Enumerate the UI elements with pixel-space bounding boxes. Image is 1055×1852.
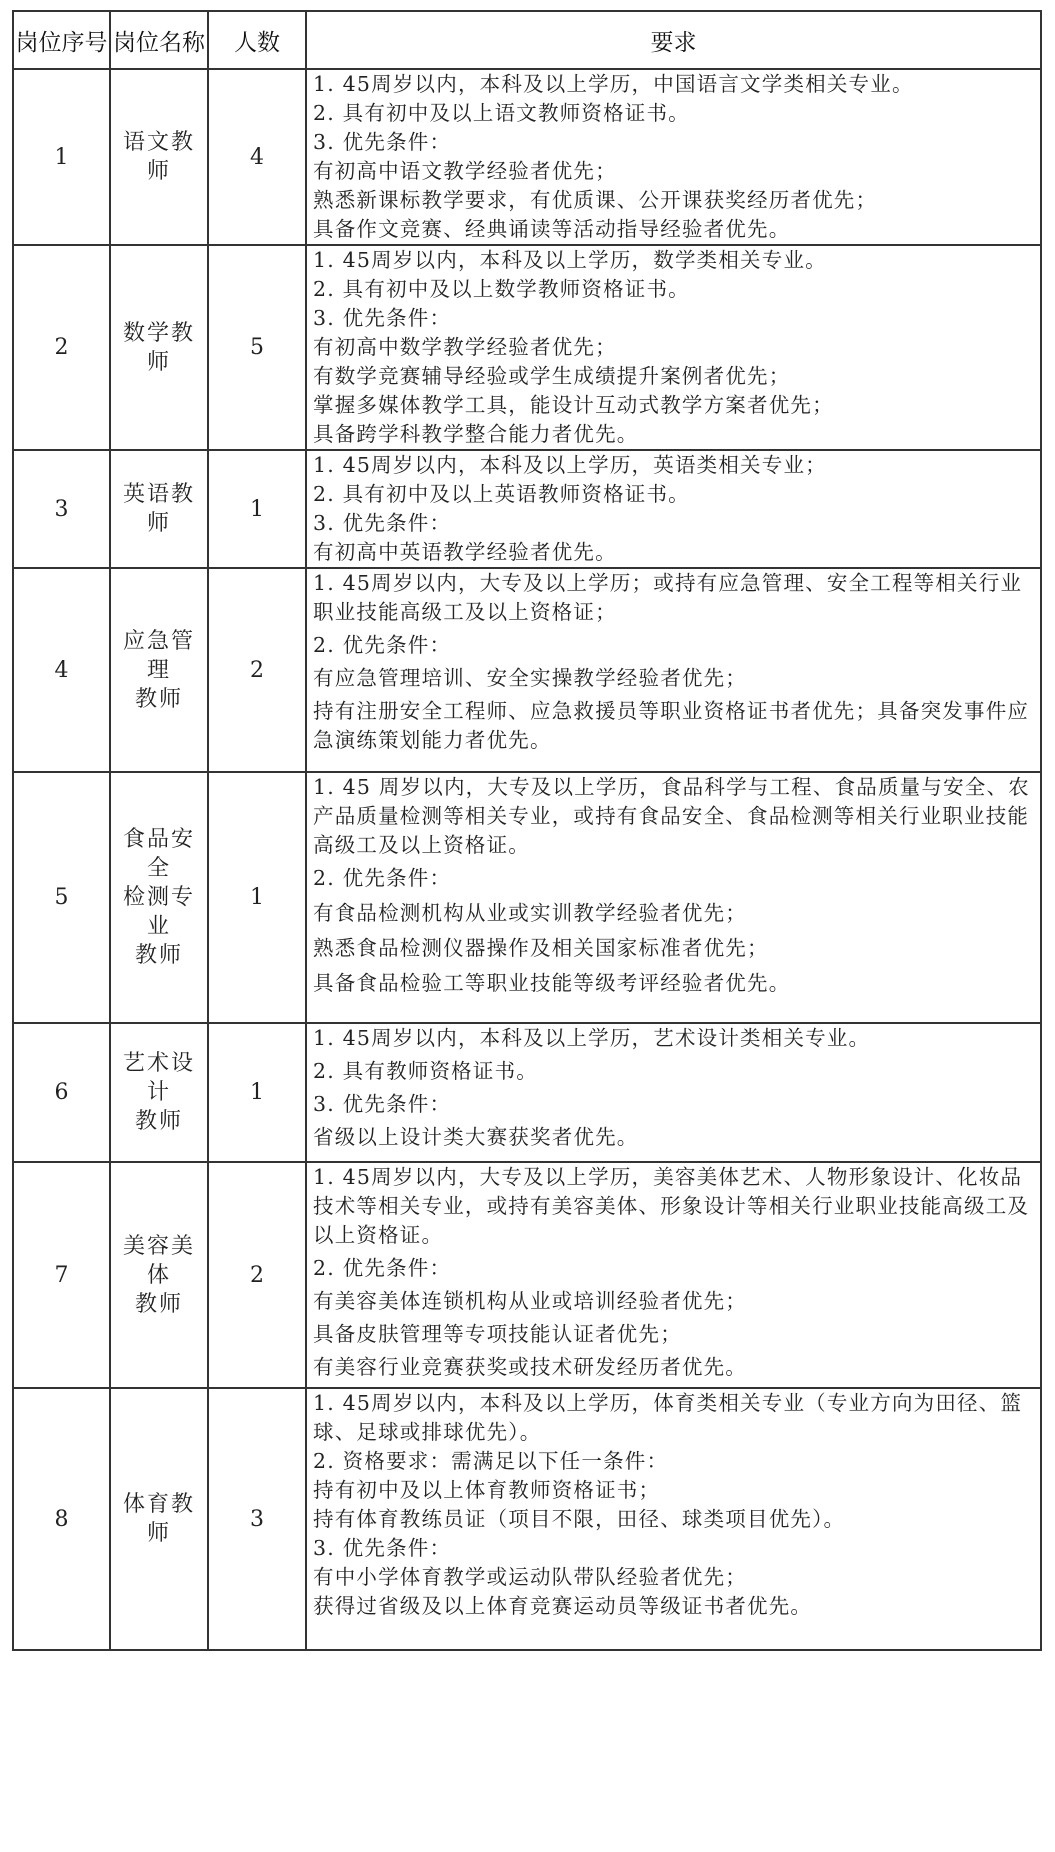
row-position-name — [110, 772, 208, 1023]
position-name-line: 应急管理 — [122, 628, 195, 683]
requirement-line: 1. 45周岁以内，本科及以上学历，英语类相关专业； — [313, 453, 827, 477]
requirement-line: 获得过省级及以上体育竞赛运动员等级证书者优先。 — [313, 1594, 813, 1618]
table-row — [13, 69, 1041, 245]
requirement-line: 1. 45 周岁以内，大专及以上学历，食品科学与工程、食品质量与安全、农产品质量检测等相关专业，或持有食品安全、食品检测等相关行业职业技能高级工及以上资格证。 — [313, 775, 1030, 857]
position-name-line: 美容美体 — [122, 1233, 195, 1288]
requirement-line: 有应急管理培训、安全实操教学经验者优先； — [313, 666, 747, 690]
requirement-line: 2. 优先条件： — [313, 1256, 452, 1280]
position-name-line: 艺术设计 — [122, 1051, 195, 1105]
row-headcount: 1 — [208, 450, 306, 568]
header-count: 人数 — [208, 11, 306, 69]
requirement-line: 1. 45周岁以内，本科及以上学历，艺术设计类相关专业。 — [313, 1026, 871, 1050]
table-row — [13, 1162, 1041, 1388]
requirement-line: 1. 45周岁以内，本科及以上学历，数学类相关专业。 — [313, 248, 827, 272]
header-row — [13, 11, 1041, 69]
requirement-line: 2. 优先条件： — [313, 633, 452, 657]
position-name-line: 教师 — [134, 686, 183, 712]
row-position-name: 语文教师 — [110, 69, 208, 245]
requirement-line: 持有注册安全工程师、应急救援员等职业资格证书者优先；具备突发事件应急演练策划能力者优先。 — [313, 699, 1030, 752]
row-requirements — [306, 772, 1041, 1023]
header-name: 岗位名称 — [110, 11, 208, 69]
row-requirements — [306, 568, 1041, 772]
recruitment-table — [12, 10, 1042, 1651]
requirement-line: 2. 具有初中及以上语文教师资格证书。 — [313, 101, 690, 125]
row-requirements — [306, 1388, 1041, 1650]
requirement-line: 熟悉新课标教学要求，有优质课、公开课获奖经历者优先； — [313, 188, 878, 212]
row-seq: 3 — [13, 450, 110, 568]
requirement-line: 有中小学体育教学或运动队带队经验者优先； — [313, 1565, 747, 1589]
requirement-line: 1. 45周岁以内，大专及以上学历，美容美体艺术、人物形象设计、化妆品技术等相关专业，或持有美容美体、形象设计等相关行业职业技能高级工及以上资格证。 — [313, 1165, 1030, 1247]
row-requirements — [306, 1162, 1041, 1388]
requirement-line: 具备跨学科教学整合能力者优先。 — [313, 422, 639, 446]
requirement-line: 有美容美体连锁机构从业或培训经验者优先； — [313, 1289, 747, 1313]
requirement-line: 1. 45周岁以内，大专及以上学历；或持有应急管理、安全工程等相关行业职业技能高级工及以上资格证； — [313, 571, 1023, 624]
requirement-line: 有初高中数学教学经验者优先； — [313, 335, 617, 359]
requirement-line: 2. 具有教师资格证书。 — [313, 1059, 538, 1083]
requirement-line: 2. 具有初中及以上数学教师资格证书。 — [313, 277, 690, 301]
position-name-line: 检测专业 — [122, 885, 195, 939]
requirement-line: 有美容行业竞赛获奖或技术研发经历者优先。 — [313, 1355, 747, 1379]
row-seq: 2 — [13, 245, 110, 450]
requirement-line: 2. 优先条件： — [313, 866, 452, 890]
header-requirements: 要求 — [306, 11, 1041, 69]
row-headcount: 2 — [208, 568, 306, 772]
row-position-name — [110, 568, 208, 772]
requirement-line: 具备作文竞赛、经典诵读等活动指导经验者优先。 — [313, 217, 791, 241]
position-name-line: 教师 — [134, 943, 183, 968]
table-row — [13, 772, 1041, 1023]
row-headcount: 2 — [208, 1162, 306, 1388]
header-seq: 岗位序号 — [13, 11, 110, 69]
row-seq: 5 — [13, 772, 110, 1023]
row-headcount: 3 — [208, 1388, 306, 1650]
row-seq: 8 — [13, 1388, 110, 1650]
row-position-name — [110, 1023, 208, 1162]
requirement-line: 具备皮肤管理等专项技能认证者优先； — [313, 1322, 682, 1346]
requirement-line: 3. 优先条件： — [313, 1536, 452, 1560]
row-requirements — [306, 69, 1041, 245]
requirement-line: 持有体育教练员证（项目不限，田径、球类项目优先）。 — [313, 1507, 846, 1531]
requirement-line: 有初高中英语教学经验者优先。 — [313, 540, 617, 564]
requirement-line: 3. 优先条件： — [313, 511, 452, 535]
table-row — [13, 1388, 1041, 1650]
requirement-line: 2. 具有初中及以上英语教师资格证书。 — [313, 482, 690, 506]
requirement-line: 3. 优先条件： — [313, 306, 452, 330]
row-seq: 6 — [13, 1023, 110, 1162]
row-headcount: 5 — [208, 245, 306, 450]
table-row — [13, 568, 1041, 772]
table-row — [13, 1023, 1041, 1162]
position-name-line: 教师 — [134, 1291, 183, 1317]
row-seq: 4 — [13, 568, 110, 772]
requirement-line: 有数学竞赛辅导经验或学生成绩提升案例者优先； — [313, 364, 791, 388]
table-row — [13, 450, 1041, 568]
requirement-line: 2. 资格要求：需满足以下任一条件： — [313, 1449, 669, 1473]
requirement-line: 掌握多媒体教学工具，能设计互动式教学方案者优先； — [313, 393, 834, 417]
row-requirements — [306, 245, 1041, 450]
row-seq: 7 — [13, 1162, 110, 1388]
requirement-line: 有食品检测机构从业或实训教学经验者优先； — [313, 901, 747, 925]
requirement-line: 有初高中语文教学经验者优先； — [313, 159, 617, 183]
row-position-name: 数学教师 — [110, 245, 208, 450]
row-requirements — [306, 1023, 1041, 1162]
requirement-line: 熟悉食品检测仪器操作及相关国家标准者优先； — [313, 936, 769, 960]
row-position-name: 英语教师 — [110, 450, 208, 568]
row-headcount: 1 — [208, 1023, 306, 1162]
requirement-line: 3. 优先条件： — [313, 130, 452, 154]
requirement-line: 持有初中及以上体育教师资格证书； — [313, 1478, 661, 1502]
row-headcount: 4 — [208, 69, 306, 245]
row-headcount: 1 — [208, 772, 306, 1023]
requirement-line: 1. 45周岁以内，本科及以上学历，中国语言文学类相关专业。 — [313, 72, 914, 96]
requirement-line: 3. 优先条件： — [313, 1092, 452, 1116]
table-row — [13, 245, 1041, 450]
position-name-line: 教师 — [134, 1109, 183, 1134]
position-name-line: 食品安全 — [122, 827, 195, 881]
row-requirements — [306, 450, 1041, 568]
requirement-line: 省级以上设计类大赛获奖者优先。 — [313, 1125, 639, 1149]
row-position-name: 体育教师 — [110, 1388, 208, 1650]
row-position-name — [110, 1162, 208, 1388]
requirement-line: 具备食品检验工等职业技能等级考评经验者优先。 — [313, 971, 791, 995]
requirement-line: 1. 45周岁以内，本科及以上学历，体育类相关专业（专业方向为田径、篮球、足球或排球优先）。 — [313, 1391, 1023, 1444]
row-seq: 1 — [13, 69, 110, 245]
